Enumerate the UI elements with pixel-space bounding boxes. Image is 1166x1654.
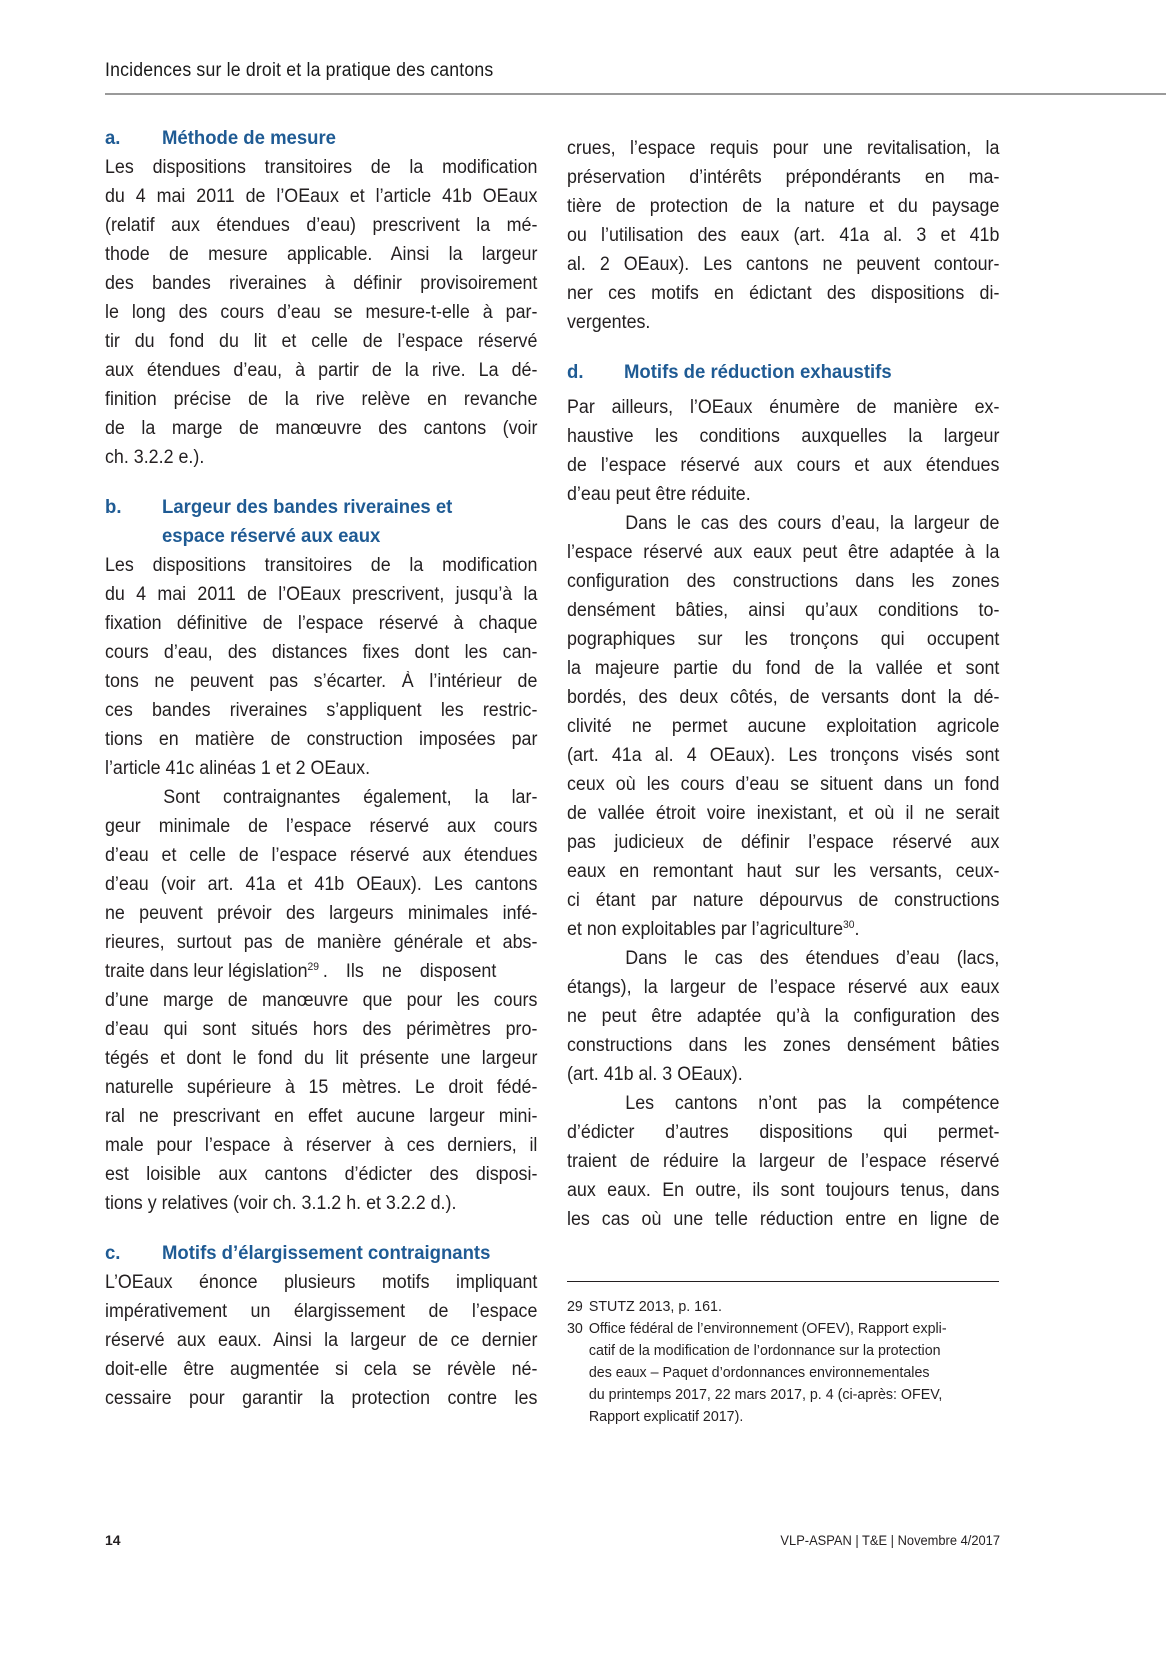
- section-d-title: Motifs de réduction exhaustifs: [624, 361, 892, 383]
- text-line: ch. 3.2.2 e.).: [105, 447, 205, 468]
- text-line: cours d’eau, des distances fixes dont les can-: [105, 642, 538, 663]
- footnote-text: Office fédéral de l’environnement (OFEV), Rapport expli-: [588, 1320, 947, 1337]
- section-b-letter: b.: [105, 496, 122, 518]
- footnote-text: des eaux – Paquet d’ordonnances environnementales: [588, 1364, 930, 1381]
- text-line: Les cantons n’ont pas la compétence: [625, 1093, 1000, 1114]
- text-line: d’eau (voir art. 41a et 41b OEaux). Les cantons: [105, 874, 538, 895]
- text-line: l’espace réservé aux eaux peut être adaptée à la: [567, 542, 1000, 563]
- text-fragment: . Ils ne disposent: [322, 961, 497, 982]
- text-line: naturelle supérieure à 15 mètres. Le droit fédé-: [105, 1077, 538, 1098]
- section-d-paragraph-2: [567, 509, 999, 944]
- text-line: tions y relatives (voir ch. 3.1.2 h. et 3.2.2 d.).: [105, 1193, 457, 1214]
- section-d-heading: [567, 358, 977, 387]
- text-line: de vallée étroit voire inexistant, et où il ne serait: [567, 803, 1000, 824]
- text-line: rieures, surtout pas de manière générale et abs-: [105, 932, 538, 953]
- section-b-title-line2: espace réservé aux eaux: [162, 525, 381, 547]
- text-line: Dans le cas des étendues d’eau (lacs,: [625, 948, 1000, 969]
- text-line: ceux où les cours d’eau se situent dans un fond: [567, 774, 1000, 795]
- text-line: cessaire pour garantir la protection contre les: [105, 1388, 538, 1409]
- text-line: L’OEaux énonce plusieurs motifs impliquant: [105, 1272, 538, 1293]
- text-line: (art. 41b al. 3 OEaux).: [567, 1064, 743, 1085]
- text-line: d’une marge de manœuvre que pour les cours: [105, 990, 538, 1011]
- text-line: la majeure partie du fond de la vallée et sont: [567, 658, 1000, 679]
- footnote-number: 29: [567, 1298, 583, 1315]
- footnote-ref-30[interactable]: 30: [843, 919, 855, 931]
- text-line: d’édicter d’autres dispositions qui permet-: [567, 1122, 1000, 1143]
- footnote-30: [567, 1318, 985, 1428]
- text-line: ral ne prescrivant en effet aucune largeur mini-: [105, 1106, 538, 1127]
- text-line: Dans le cas des cours d’eau, la largeur de: [625, 513, 1000, 534]
- left-column: [105, 124, 537, 1413]
- text-line: d’eau peut être réduite.: [567, 484, 751, 505]
- text-line: est loisible aux cantons d’édicter des disposi-: [105, 1164, 538, 1185]
- text-line: bordés, des deux côtés, de versants dont la dé-: [567, 687, 1000, 708]
- text-line: geur minimale de l’espace réservé aux cours: [105, 816, 538, 837]
- text-line: configuration des constructions dans les zones: [567, 571, 1000, 592]
- text-line: Les dispositions transitoires de la modification: [105, 555, 538, 576]
- text-line: (art. 41a al. 4 OEaux). Les tronçons visés sont: [567, 745, 1000, 766]
- text-line: Sont contraignantes également, la lar-: [163, 787, 538, 808]
- footnote-text: STUTZ 2013, p. 161.: [588, 1298, 722, 1315]
- section-b-heading: [105, 493, 515, 551]
- text-line: du 4 mai 2011 de l’OEaux prescrivent, jusqu’à la: [105, 584, 538, 605]
- section-d-paragraph-4: [567, 1089, 999, 1234]
- text-line: préservation d’intérêts prépondérants en ma-: [567, 167, 1000, 188]
- section-b-paragraph-1: [105, 551, 537, 783]
- text-line: clivité ne permet aucune exploitation agricole: [567, 716, 1000, 737]
- section-d-letter: d.: [567, 361, 584, 383]
- section-c-heading: [105, 1239, 515, 1268]
- text-line: tions en matière de construction imposées par: [105, 729, 538, 750]
- section-b-paragraph-2: [105, 783, 537, 1218]
- text-fragment: et non exploitables par l’agriculture: [567, 919, 844, 940]
- text-line-with-footnote: [567, 915, 999, 944]
- text-line: des bandes riveraines à définir provisoirement: [105, 273, 538, 294]
- text-line: traient de réduire la largeur de l’espace réservé: [567, 1151, 1000, 1172]
- text-line: finition précise de la rive relève en revanche: [105, 389, 538, 410]
- footnote-text: Rapport explicatif 2017).: [588, 1408, 744, 1425]
- section-d-paragraph-3: [567, 944, 999, 1089]
- text-line: ne peut être adaptée qu’à la configuration des: [567, 1006, 1000, 1027]
- text-line: crues, l’espace requis pour une revitalisation, la: [567, 138, 1000, 159]
- text-line: pas judicieux de définir l’espace réservé aux: [567, 832, 1000, 853]
- text-line: constructions dans les zones densément bâties: [567, 1035, 1000, 1056]
- text-line: réservé aux eaux. Ainsi la largeur de ce dernier: [105, 1330, 538, 1351]
- section-c-continued-paragraph: [567, 134, 999, 337]
- footnote-29: [567, 1296, 985, 1318]
- text-line: thode de mesure applicable. Ainsi la largeur: [105, 244, 538, 265]
- text-line: fixation définitive de l’espace réservé à chaque: [105, 613, 538, 634]
- text-line-with-footnote: [105, 957, 537, 986]
- text-line: ces bandes riveraines s’appliquent les restric-: [105, 700, 538, 721]
- text-line: al. 2 OEaux). Les cantons ne peuvent contour-: [567, 254, 1000, 275]
- footnote-text: du printemps 2017, 22 mars 2017, p. 4 (ci-après: OFEV,: [588, 1386, 943, 1403]
- text-line: aux eaux. En outre, ils sont toujours tenus, dans: [567, 1180, 1000, 1201]
- text-line: vergentes.: [567, 312, 651, 333]
- text-line: de l’espace réservé aux cours et aux étendues: [567, 455, 1000, 476]
- section-a-paragraph: [105, 153, 537, 472]
- section-c-letter: c.: [105, 1242, 121, 1264]
- text-line: densément bâties, ainsi qu’aux conditions to-: [567, 600, 1000, 621]
- text-line: de la marge de manœuvre des cantons (voir: [105, 418, 538, 439]
- text-fragment: traite dans leur législation: [105, 961, 308, 982]
- section-d-paragraph-1: [567, 393, 999, 509]
- text-line: ner ces motifs en édictant des dispositions di-: [567, 283, 1000, 304]
- text-line: d’eau qui sont situés hors des périmètres pro-: [105, 1019, 538, 1040]
- text-line: impérativement un élargissement de l’espace: [105, 1301, 538, 1322]
- text-line: d’eau et celle de l’espace réservé aux étendues: [105, 845, 538, 866]
- footnote-rule: [567, 1281, 999, 1282]
- header-rule: [105, 93, 1166, 95]
- text-line: haustive les conditions auxquelles la largeur: [567, 426, 1000, 447]
- section-c-title: Motifs d’élargissement contraignants: [162, 1242, 491, 1264]
- section-c-paragraph: [105, 1268, 537, 1413]
- right-column: [567, 134, 999, 1234]
- text-line: étangs), la largeur de l’espace réservé aux eaux: [567, 977, 1000, 998]
- footnote-number: 30: [567, 1320, 583, 1337]
- footnotes: [567, 1296, 1007, 1428]
- text-line: eaux en remontant haut sur les versants, ceux-: [567, 861, 1000, 882]
- text-line: male pour l’espace à réserver à ces derniers, il: [105, 1135, 538, 1156]
- text-line: tons ne peuvent pas s’écarter. À l’intérieur de: [105, 671, 538, 692]
- publication-info: VLP-ASPAN | T&E | Novembre 4/2017: [780, 1532, 1000, 1548]
- text-fragment: .: [854, 919, 860, 940]
- text-line: Les dispositions transitoires de la modification: [105, 157, 538, 178]
- text-line: (relatif aux étendues d’eau) prescrivent la mé-: [105, 215, 538, 236]
- text-line: l’article 41c alinéas 1 et 2 OEaux.: [105, 758, 371, 779]
- page-number: 14: [105, 1532, 121, 1548]
- text-line: aux étendues d’eau, à partir de la rive. La dé-: [105, 360, 538, 381]
- text-line: tir du fond du lit et celle de l’espace réservé: [105, 331, 538, 352]
- text-line: tière de protection de la nature et du paysage: [567, 196, 1000, 217]
- text-line: ne peuvent prévoir des largeurs minimales infé-: [105, 903, 538, 924]
- section-a-title: Méthode de mesure: [162, 127, 336, 149]
- text-line: ou l’utilisation des eaux (art. 41a al. 3 et 41b: [567, 225, 1000, 246]
- section-a-heading: [105, 124, 515, 153]
- running-head: Incidences sur le droit et la pratique des cantons: [105, 60, 494, 81]
- text-line: du 4 mai 2011 de l’OEaux et l’article 41b OEaux: [105, 186, 538, 207]
- text-line: les cas où une telle réduction entre en ligne de: [567, 1209, 1000, 1230]
- section-b-title-line1: Largeur des bandes riveraines et: [162, 496, 453, 518]
- text-line: le long des cours d’eau se mesure-t-elle à par-: [105, 302, 538, 323]
- text-line: Par ailleurs, l’OEaux énumère de manière ex-: [567, 397, 1000, 418]
- text-line: ci étant par nature dépourvus de constructions: [567, 890, 1000, 911]
- text-line: pographiques sur les tronçons qui occupent: [567, 629, 1000, 650]
- footnote-ref-29[interactable]: 29: [307, 961, 320, 973]
- text-line: doit-elle être augmentée si cela se révèle né-: [105, 1359, 538, 1380]
- section-a-letter: a.: [105, 127, 121, 149]
- text-line: tégés et dont le fond du lit présente une largeur: [105, 1048, 538, 1069]
- footnote-text: catif de la modification de l’ordonnance sur la protection: [588, 1342, 941, 1359]
